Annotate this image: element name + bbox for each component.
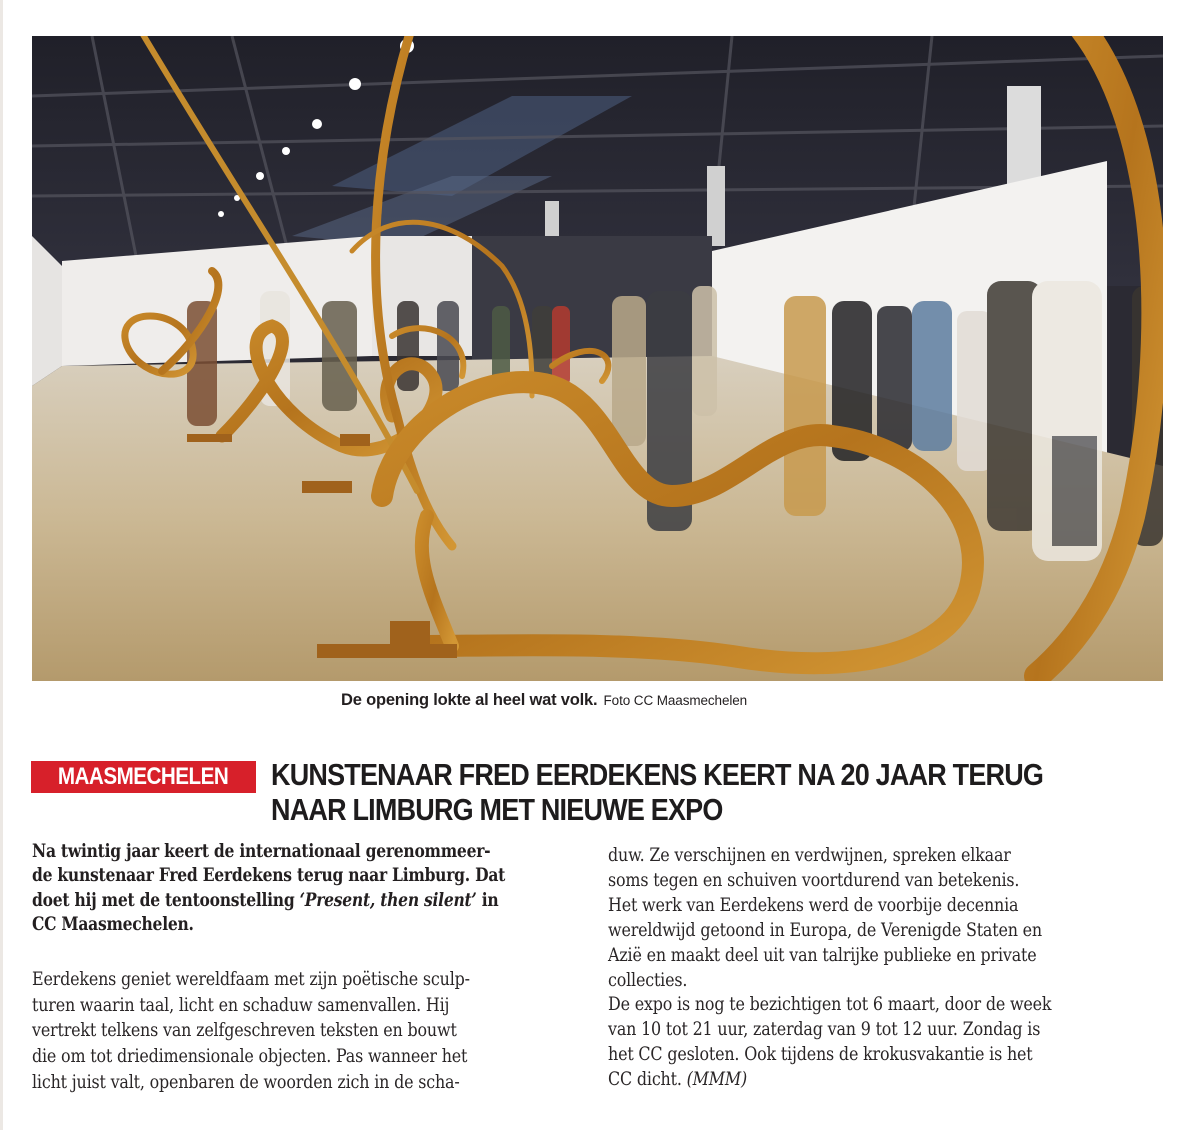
- body-line: Eerdekens geniet wereldfaam met zijn poëtische sculp-: [32, 969, 470, 990]
- body-line: het CC gesloten. Ook tijdens de krokusvakantie is het: [608, 1044, 1033, 1066]
- body-text: CC dicht.: [608, 1069, 682, 1091]
- lead-line: Na twintig jaar keert de internationaal gerenommeer-: [32, 841, 491, 862]
- lead-line: [32, 889, 502, 913]
- body-line: wereldwijd getoond in Europa, de Verenigde Staten en: [608, 919, 1042, 941]
- body-column-2: [608, 844, 1168, 1093]
- caption-text: De opening lokte al heel wat volk.: [341, 691, 598, 709]
- kicker-label: MAASMECHELEN: [58, 763, 229, 790]
- body-line: licht juist valt, openbaren de woorden zich in de scha-: [32, 1071, 460, 1093]
- body-line: Azië en maakt deel uit van talrijke publieke en private: [608, 944, 1037, 966]
- headline-line: NAAR LIMBURG MET NIEUWE EXPO: [271, 792, 723, 827]
- page-edge: [0, 0, 3, 1130]
- article-lead: [32, 840, 592, 938]
- location-kicker: [31, 761, 256, 793]
- lead-text: in: [476, 889, 499, 911]
- lead-line: CC Maasmechelen.: [32, 914, 194, 936]
- body-column-1: [32, 967, 592, 1096]
- lead-line: de kunstenaar Fred Eerdekens terug naar Limburg. Dat: [32, 865, 506, 887]
- article-photo: [32, 36, 1163, 681]
- author-byline: (MMM): [686, 1069, 748, 1091]
- body-line: De expo is nog te bezichtigen tot 6 maart, door de week: [608, 994, 1052, 1016]
- body-line: vertrekt telkens van zelfgeschreven teksten en bouwt: [32, 1020, 457, 1042]
- exhibition-hall-illustration: [32, 36, 1163, 681]
- body-line: [608, 1068, 1090, 1093]
- exhibition-title: ‘Present, then silent’: [299, 889, 477, 911]
- headline-line: KUNSTENAAR FRED EERDEKENS KEERT NA 20 JAAR TERUG: [271, 757, 1044, 792]
- body-line: die om tot driedimensionale objecten. Pas wanneer het: [32, 1046, 468, 1068]
- body-line: van 10 tot 21 uur, zaterdag van 9 tot 12 uur. Zondag is: [608, 1019, 1041, 1041]
- body-line: Het werk van Eerdekens werd de voorbije decennia: [608, 894, 1019, 916]
- lead-text: doet hij met de tentoonstelling: [32, 889, 300, 911]
- body-line: collecties.: [608, 969, 688, 991]
- body-line: soms tegen en schuiven voortdurend van betekenis.: [608, 869, 1020, 891]
- body-line: duw. Ze verschijnen en verdwijnen, spreken elkaar: [608, 845, 1011, 866]
- photo-credit: Foto CC Maasmechelen: [603, 693, 748, 708]
- article-headline: [271, 757, 1171, 827]
- body-line: turen waarin taal, licht en schaduw samenvallen. Hij: [32, 994, 450, 1016]
